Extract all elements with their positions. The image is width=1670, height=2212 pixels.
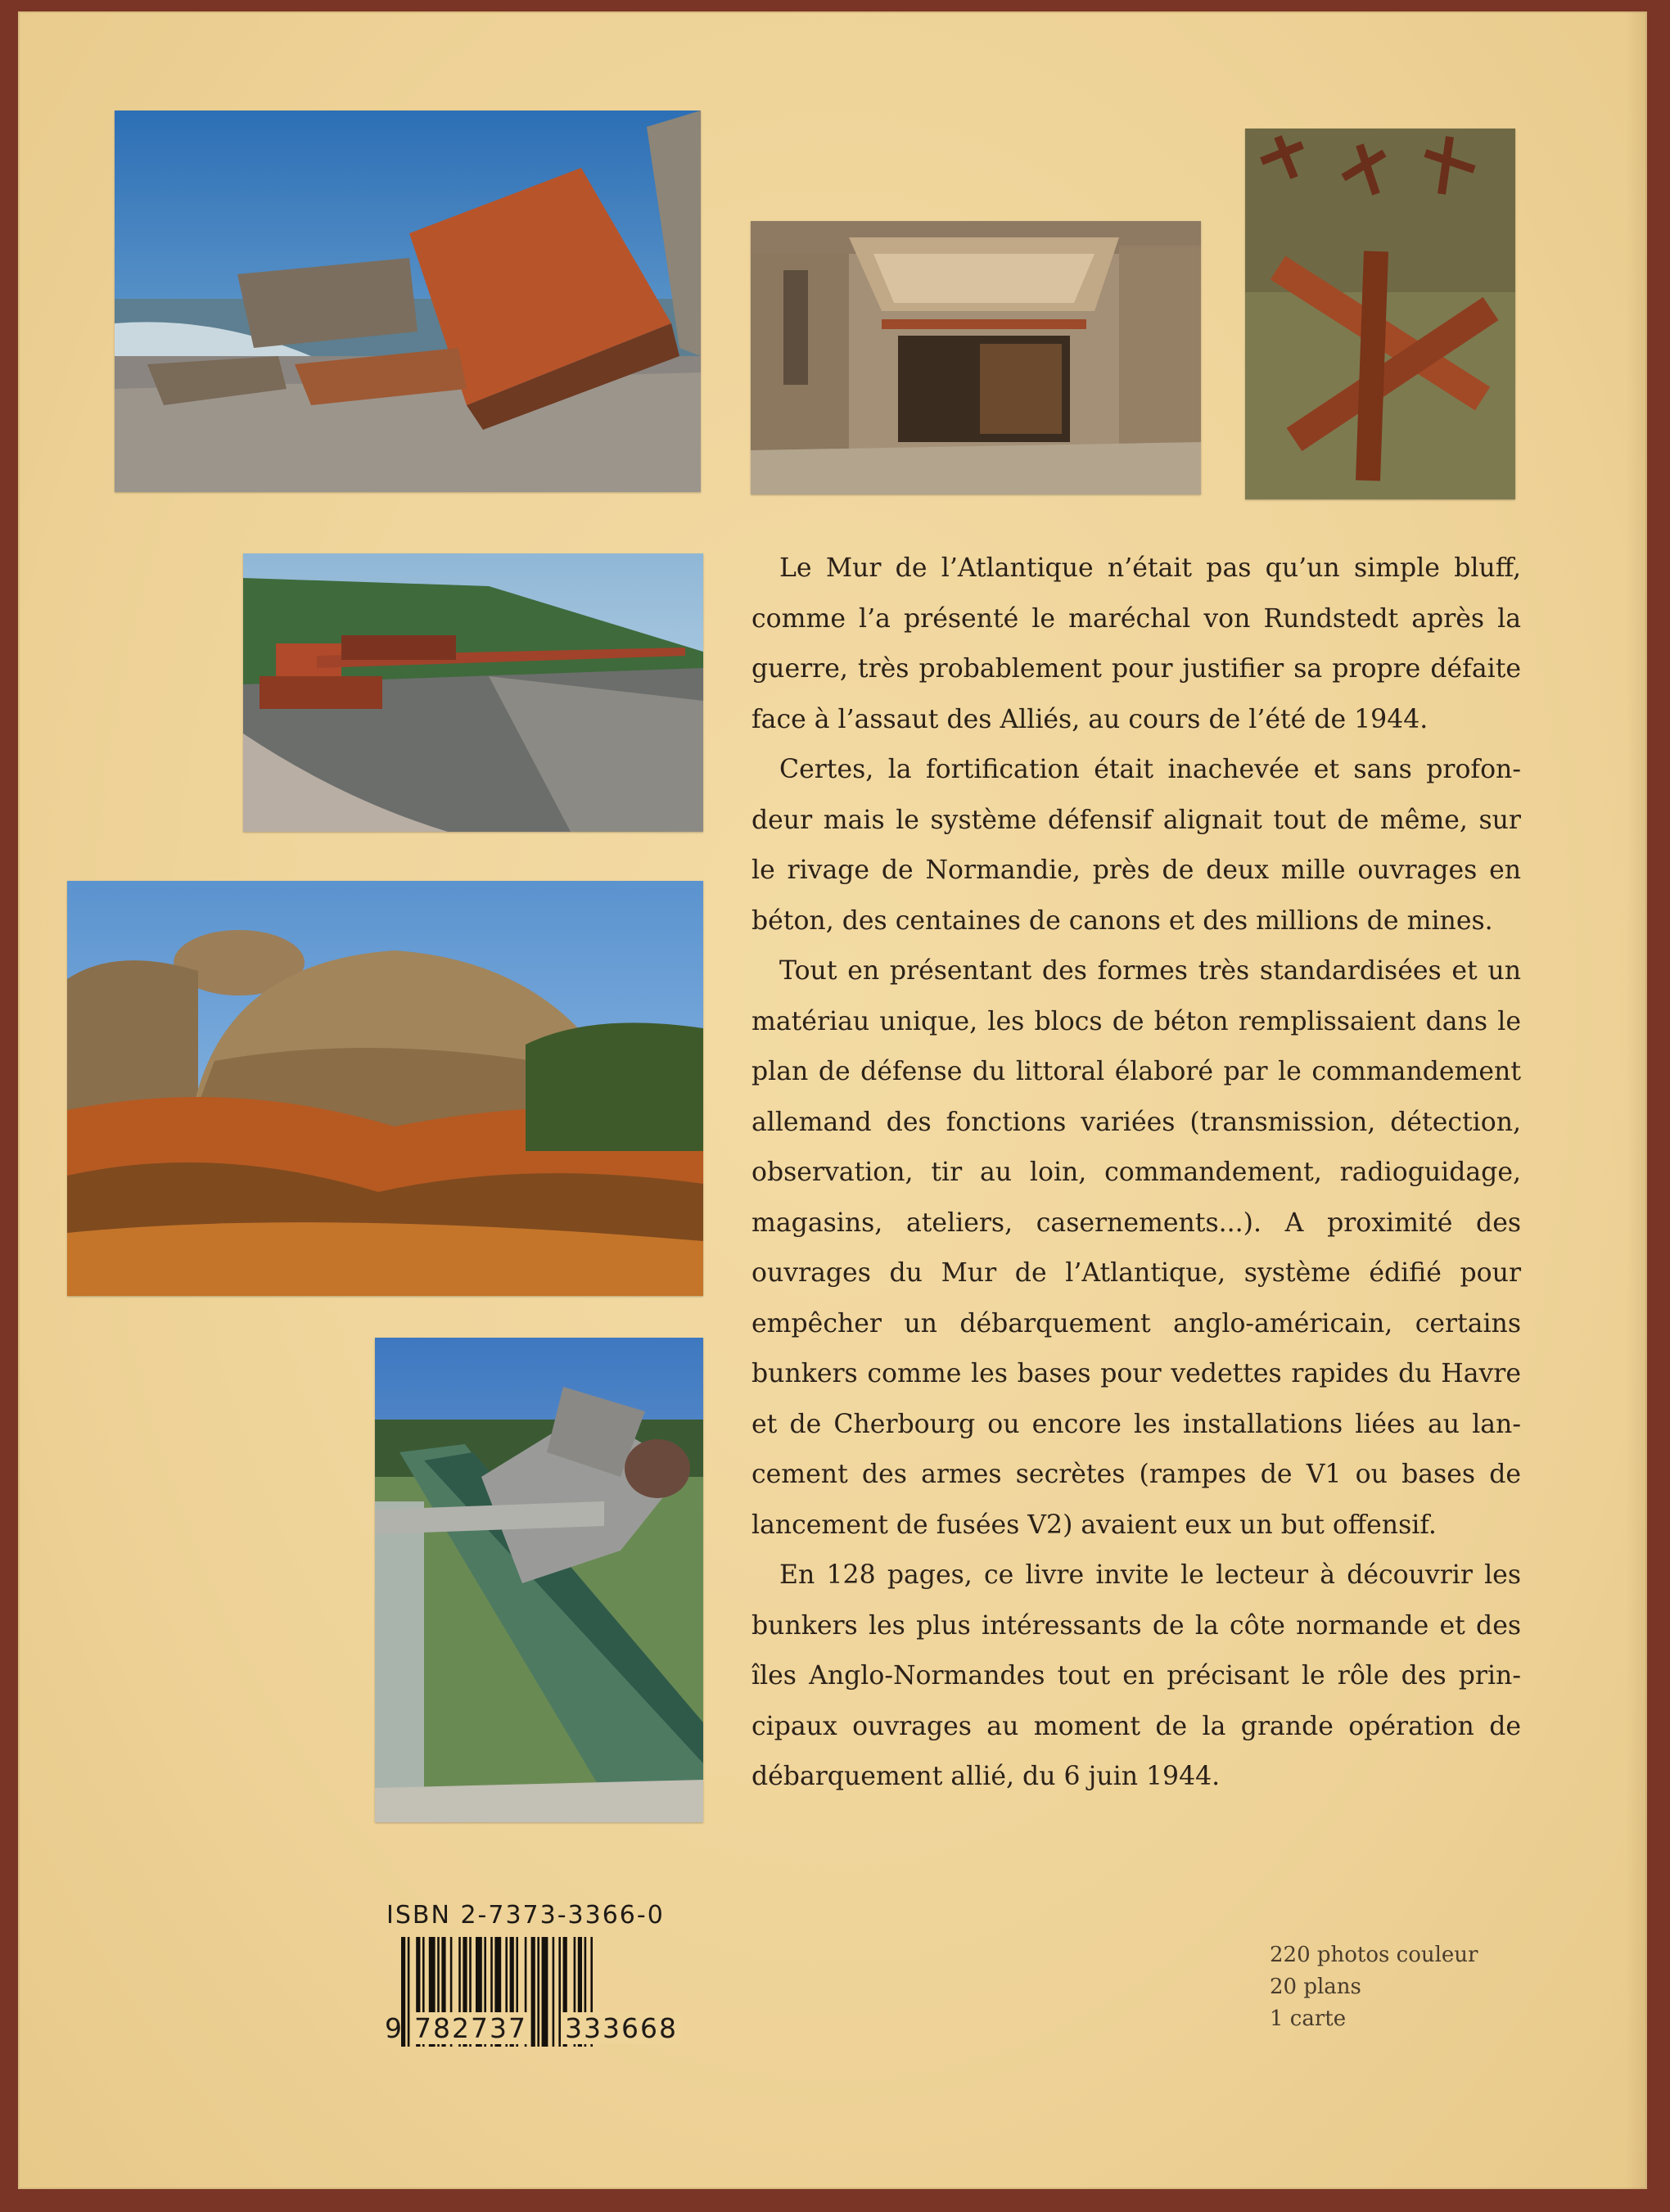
barcode-bar (531, 1937, 535, 2047)
paragraph-3: Tout en présentant des formes très standardisées et un matériau unique, les blocs de béton remplissaient dans le plan de défense du littoral élaboré par le commandement allemand des fonctions variées (transmission, détection, observation, tir au loin, commandement, radioguidage, magasins, ateliers, casernements...). A proximité des ouvrages du Mur de l’Atlantique, système édifié pour empêcher un débarquement anglo-américain, certains bunkers comme les bases pour vedettes rapides du Havre et de Cherbourg ou encore les installations liées au lancement des armes secrètes (rampes de V1 ou bases de lancement de fusées V2) avaient eux un but offensif. (752, 956, 1521, 1540)
back-cover-text (752, 544, 1521, 1803)
photo-collapsed-bunker (115, 111, 701, 492)
photo-hedgehogs (1245, 129, 1515, 499)
barcode-digit-first: 9 (385, 2012, 404, 2044)
cover-edge (1626, 11, 1647, 2189)
photo-casemate (751, 221, 1201, 494)
paragraph-4: En 128 pages, ce livre invite le lecteur à découvrir les bunkers les plus intéressants de la côte normande et des îles Anglo-Normandes tout en précisant le rôle des principaux ouvrages au moment de la grande opération de débarquement allié, du 6 juin 1944. (752, 1560, 1521, 1791)
barcode-bar (408, 1937, 410, 2047)
barcode-bar (553, 1937, 555, 2047)
stat-photos: 220 photos couleur (1270, 1943, 1478, 1967)
paragraph-2: Certes, la fortification était inachevée et sans profondeur mais le système défensif alignait tout de même, sur le rivage de Normandie, près de deux mille ouvrages en béton, des centaines de canons et des millions de mines. (752, 755, 1521, 936)
photo-domed-bunker (67, 881, 703, 1296)
stat-plans: 20 plans (1270, 1975, 1361, 1999)
stat-maps: 1 carte (1270, 2007, 1347, 2031)
barcode-bar (542, 1937, 548, 2047)
barcode-bar (537, 1937, 539, 2047)
barcode-digits-left: 782737 (411, 2012, 530, 2044)
barcode-digits-right: 333668 (562, 2012, 681, 2044)
photo-coastal-gun (243, 553, 703, 832)
content-stats (1270, 1939, 1478, 2035)
isbn-label: ISBN 2-7373-3366-0 (386, 1901, 665, 1930)
barcode-bar (558, 1937, 561, 2047)
photo-v1-ramp (375, 1338, 703, 1822)
paragraph-1: Le Mur de l’Atlantique n’était pas qu’un simple bluff, comme l’a présenté le maréchal von Rundstedt après la guerre, très probablement pour justifier sa propre défaite face à l’assaut des Alliés, au cours de l’été de 1944. (752, 553, 1521, 734)
